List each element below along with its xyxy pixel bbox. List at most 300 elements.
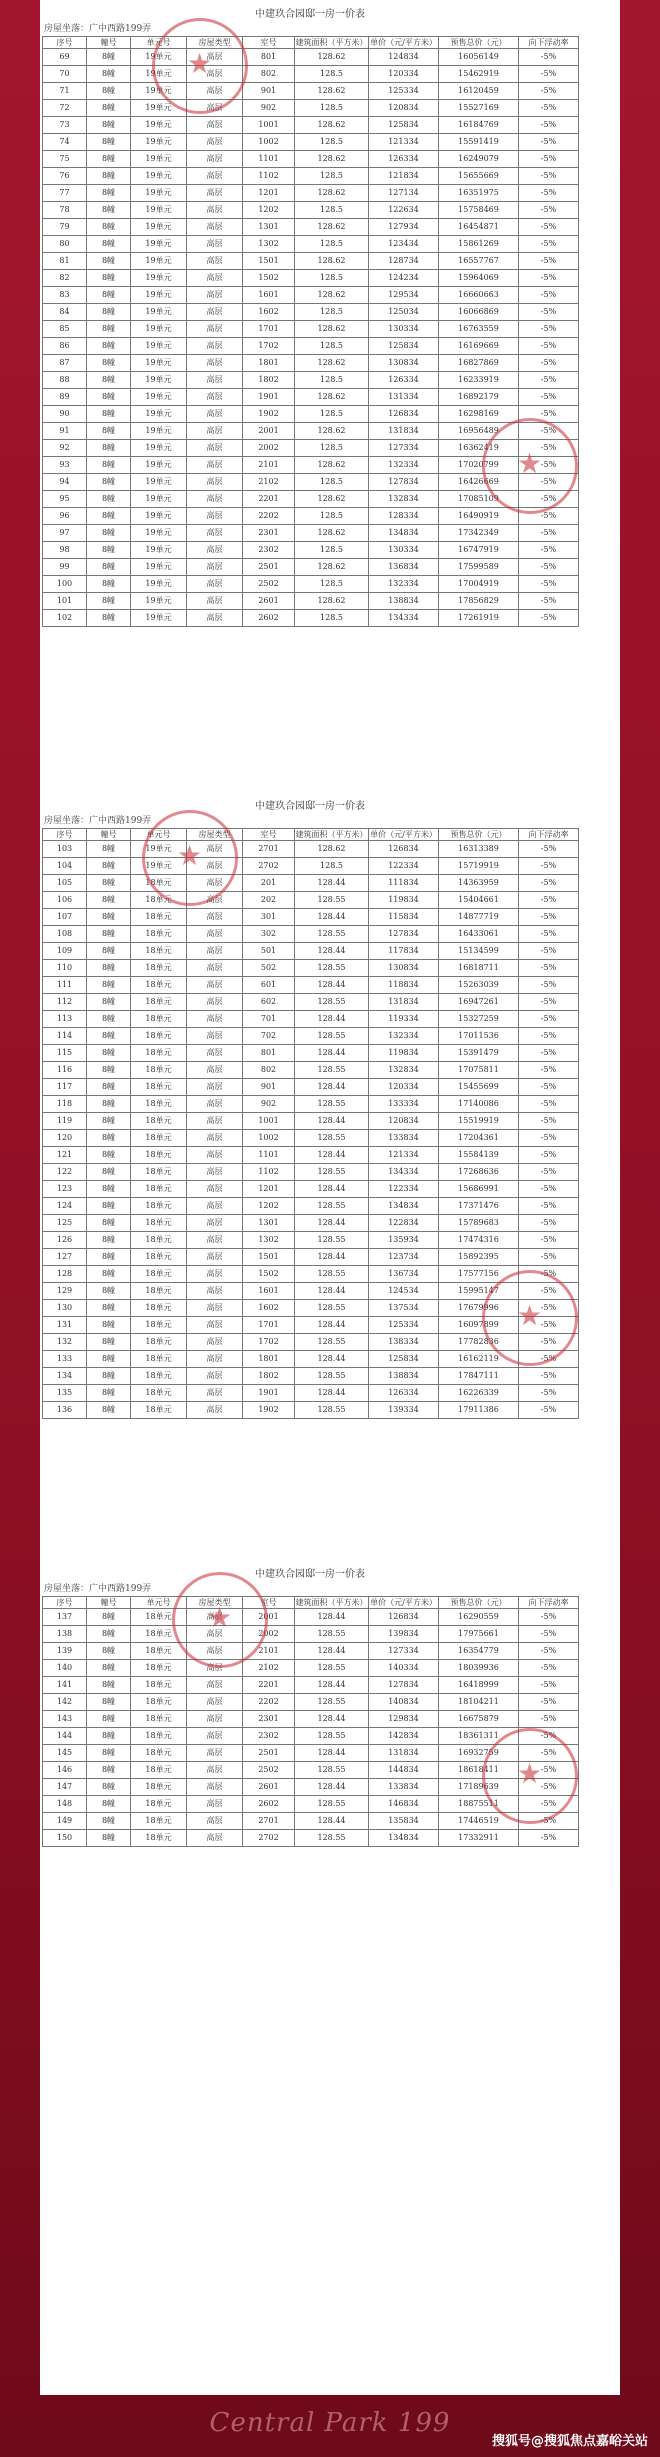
table-cell: 16932759 (439, 1745, 519, 1762)
table-cell: 123734 (369, 1249, 439, 1266)
table-cell: -5% (519, 1181, 579, 1198)
table-row (43, 508, 579, 525)
table-cell: 16675879 (439, 1711, 519, 1728)
table-cell: 8幢 (87, 134, 131, 151)
table-row (43, 321, 579, 338)
table-row (43, 236, 579, 253)
table-cell: -5% (519, 66, 579, 83)
table-cell: 8幢 (87, 508, 131, 525)
table-row (43, 1385, 579, 1402)
table-cell: 19单元 (131, 389, 187, 406)
table-cell: -5% (519, 1609, 579, 1626)
table-row (43, 1711, 579, 1728)
table-cell: 8幢 (87, 321, 131, 338)
table-cell: 19单元 (131, 49, 187, 66)
table-cell: 123 (43, 1181, 87, 1198)
table-cell: 114 (43, 1028, 87, 1045)
table-cell: 128.5 (295, 474, 369, 491)
table-cell: 17011536 (439, 1028, 519, 1045)
table-cell: 126334 (369, 1385, 439, 1402)
table-cell: 17679996 (439, 1300, 519, 1317)
table-cell: 128.62 (295, 423, 369, 440)
table-cell: 2601 (243, 593, 295, 610)
table-cell: 8幢 (87, 610, 131, 627)
table-cell: 高层 (187, 1181, 243, 1198)
column-header: 室号 (243, 1597, 295, 1609)
table-cell: 128.44 (295, 1283, 369, 1300)
table-cell: 128.44 (295, 1385, 369, 1402)
table-cell: 15758469 (439, 202, 519, 219)
table-cell: 110 (43, 960, 87, 977)
table-cell: -5% (519, 994, 579, 1011)
table-cell: 1102 (243, 1164, 295, 1181)
table-cell: 2201 (243, 491, 295, 508)
table-cell: -5% (519, 1796, 579, 1813)
table-cell: 1602 (243, 1300, 295, 1317)
table-cell: 18单元 (131, 1745, 187, 1762)
table-row (43, 858, 579, 875)
table-cell: 1301 (243, 219, 295, 236)
table-cell: 高层 (187, 1830, 243, 1847)
table-cell: 132334 (369, 457, 439, 474)
table-cell: 128.55 (295, 1368, 369, 1385)
table-cell: -5% (519, 338, 579, 355)
table-cell: 高层 (187, 236, 243, 253)
table-cell: 2502 (243, 576, 295, 593)
table-cell: 8幢 (87, 1096, 131, 1113)
table-cell: 19单元 (131, 525, 187, 542)
column-header: 室号 (243, 829, 295, 841)
table-cell: 117 (43, 1079, 87, 1096)
table-cell: 8幢 (87, 1728, 131, 1745)
table-cell: 18单元 (131, 1113, 187, 1130)
table-cell: 18单元 (131, 1796, 187, 1813)
table-row (43, 1402, 579, 1419)
table-cell: 18单元 (131, 1045, 187, 1062)
table-cell: 301 (243, 909, 295, 926)
table-cell: -5% (519, 1830, 579, 1847)
table-cell: 1801 (243, 1351, 295, 1368)
table-cell: 1601 (243, 1283, 295, 1300)
table-cell: 802 (243, 1062, 295, 1079)
table-cell: 高层 (187, 909, 243, 926)
table-cell: 19单元 (131, 287, 187, 304)
table-cell: 127134 (369, 185, 439, 202)
seal-stamp (152, 18, 248, 114)
table-cell: 129534 (369, 287, 439, 304)
table-cell: -5% (519, 1334, 579, 1351)
table-cell: 80 (43, 236, 87, 253)
table-cell: 8幢 (87, 1711, 131, 1728)
table-cell: 高层 (187, 355, 243, 372)
table-cell: 高层 (187, 1385, 243, 1402)
table-row (43, 304, 579, 321)
address: 房屋坐落：广中西路199弄 (44, 1584, 152, 1594)
table-cell: 高层 (187, 1317, 243, 1334)
table-cell: 144834 (369, 1762, 439, 1779)
table-cell: 18单元 (131, 1351, 187, 1368)
table-cell: 高层 (187, 321, 243, 338)
table-cell: 8幢 (87, 1779, 131, 1796)
table-cell: 117834 (369, 943, 439, 960)
table-cell: 17020799 (439, 457, 519, 474)
table-row (43, 1198, 579, 1215)
table-cell: 2701 (243, 1813, 295, 1830)
table-row (43, 1368, 579, 1385)
table-row (43, 593, 579, 610)
table-cell: 149 (43, 1813, 87, 1830)
table-cell: 2302 (243, 1728, 295, 1745)
table-cell: 高层 (187, 1813, 243, 1830)
table-cell: 18单元 (131, 1147, 187, 1164)
table-cell: 1501 (243, 1249, 295, 1266)
table-cell: -5% (519, 253, 579, 270)
table-cell: 2002 (243, 440, 295, 457)
table-cell: 302 (243, 926, 295, 943)
column-header: 房屋类型 (187, 829, 243, 841)
table-cell: 高层 (187, 926, 243, 943)
table-row (43, 1079, 579, 1096)
table-cell: 18单元 (131, 1334, 187, 1351)
table-cell: 2302 (243, 542, 295, 559)
table-cell: 17004919 (439, 576, 519, 593)
table-cell: 高层 (187, 1300, 243, 1317)
table-cell: 高层 (187, 1198, 243, 1215)
table-cell: 1601 (243, 287, 295, 304)
table-cell: 126 (43, 1232, 87, 1249)
table-cell: 124 (43, 1198, 87, 1215)
table-cell: 19单元 (131, 270, 187, 287)
table-cell: 144 (43, 1728, 87, 1745)
column-header: 预售总价（元） (439, 1597, 519, 1609)
column-header: 单元号 (131, 37, 187, 49)
table-cell: 15719919 (439, 858, 519, 875)
table-cell: 128.5 (295, 508, 369, 525)
table-cell: -5% (519, 1266, 579, 1283)
table-cell: 17332911 (439, 1830, 519, 1847)
table-cell: 19单元 (131, 559, 187, 576)
table-cell: 128.55 (295, 994, 369, 1011)
table-cell: 133 (43, 1351, 87, 1368)
table-cell: -5% (519, 1368, 579, 1385)
table-cell: 18875511 (439, 1796, 519, 1813)
table-cell: 8幢 (87, 1164, 131, 1181)
table-cell: 128.55 (295, 1028, 369, 1045)
table-cell: 高层 (187, 1164, 243, 1181)
table-cell: 17189639 (439, 1779, 519, 1796)
table-cell: 100 (43, 576, 87, 593)
table-cell: 高层 (187, 960, 243, 977)
table-cell: 127834 (369, 926, 439, 943)
table-cell: 139334 (369, 1402, 439, 1419)
table-cell: 18单元 (131, 1283, 187, 1300)
table-cell: 18单元 (131, 1779, 187, 1796)
table-cell: 8幢 (87, 960, 131, 977)
table-cell: 8幢 (87, 1283, 131, 1300)
table-cell: 128.62 (295, 389, 369, 406)
table-cell: 15134599 (439, 943, 519, 960)
table-row (43, 1130, 579, 1147)
table-cell: 128.5 (295, 610, 369, 627)
table-cell: 128.55 (295, 1694, 369, 1711)
table-cell: 105 (43, 875, 87, 892)
table-cell: -5% (519, 909, 579, 926)
table-cell: 125334 (369, 83, 439, 100)
table-cell: 16184769 (439, 117, 519, 134)
table-cell: 99 (43, 559, 87, 576)
table-cell: -5% (519, 83, 579, 100)
table-cell: 2001 (243, 423, 295, 440)
table-cell: 127834 (369, 1677, 439, 1694)
table-cell: 131834 (369, 994, 439, 1011)
table-cell: 高层 (187, 892, 243, 909)
table-cell: 120334 (369, 66, 439, 83)
table-cell: 133834 (369, 1130, 439, 1147)
table-cell: 17085109 (439, 491, 519, 508)
table-cell: 8幢 (87, 1813, 131, 1830)
table-row (43, 1266, 579, 1283)
table-cell: 8幢 (87, 185, 131, 202)
table-cell: 高层 (187, 100, 243, 117)
table-cell: 8幢 (87, 1062, 131, 1079)
table-cell: 16747919 (439, 542, 519, 559)
table-cell: 8幢 (87, 1317, 131, 1334)
table-cell: 1802 (243, 1368, 295, 1385)
table-cell: 138 (43, 1626, 87, 1643)
table-cell: 19单元 (131, 185, 187, 202)
table-row (43, 1232, 579, 1249)
table-row (43, 1626, 579, 1643)
table-cell: 8幢 (87, 1232, 131, 1249)
table-cell: 2702 (243, 858, 295, 875)
table-cell: 142 (43, 1694, 87, 1711)
table-cell: 8幢 (87, 1300, 131, 1317)
table-cell: 127 (43, 1249, 87, 1266)
table-cell: 128.62 (295, 151, 369, 168)
table-cell: 8幢 (87, 440, 131, 457)
table-cell: 106 (43, 892, 87, 909)
table-cell: 8幢 (87, 355, 131, 372)
table-cell: 8幢 (87, 994, 131, 1011)
table-cell: 19单元 (131, 219, 187, 236)
table-cell: 高层 (187, 1011, 243, 1028)
table-cell: -5% (519, 134, 579, 151)
table-cell: 19单元 (131, 508, 187, 525)
table-row (43, 134, 579, 151)
table-cell: 高层 (187, 1334, 243, 1351)
table-cell: 129 (43, 1283, 87, 1300)
table-cell: 18单元 (131, 1198, 187, 1215)
table-cell: 125834 (369, 1351, 439, 1368)
table-cell: 8幢 (87, 151, 131, 168)
table-cell: 128.44 (295, 1079, 369, 1096)
table-cell: -5% (519, 270, 579, 287)
table-cell: 801 (243, 49, 295, 66)
table-cell: 高层 (187, 1626, 243, 1643)
table-cell: 1502 (243, 1266, 295, 1283)
table-row (43, 841, 579, 858)
table-cell: 高层 (187, 593, 243, 610)
table-cell: 8幢 (87, 1660, 131, 1677)
table-cell: 124834 (369, 49, 439, 66)
table-cell: 1701 (243, 1317, 295, 1334)
table-cell: 701 (243, 1011, 295, 1028)
table-cell: 16249079 (439, 151, 519, 168)
table-row (43, 83, 579, 100)
table-cell: 1201 (243, 185, 295, 202)
table-cell: -5% (519, 1079, 579, 1096)
table-cell: 134834 (369, 1198, 439, 1215)
table-cell: 16763559 (439, 321, 519, 338)
table-cell: 8幢 (87, 1626, 131, 1643)
table-cell: 17342349 (439, 525, 519, 542)
table-cell: 18单元 (131, 875, 187, 892)
table-cell: 139834 (369, 1626, 439, 1643)
table-row (43, 875, 579, 892)
table-cell: 128.62 (295, 219, 369, 236)
column-header: 单价（元/平方米） (370, 830, 437, 839)
table-cell: 16066869 (439, 304, 519, 321)
table-cell: 122834 (369, 1215, 439, 1232)
table-cell: 102 (43, 610, 87, 627)
table-cell: 18单元 (131, 1181, 187, 1198)
table-cell: 128.62 (295, 253, 369, 270)
table-cell: 15892395 (439, 1249, 519, 1266)
table-cell: 19单元 (131, 423, 187, 440)
table-cell: 高层 (187, 491, 243, 508)
table-cell: 8幢 (87, 1181, 131, 1198)
table-cell: 128.55 (295, 926, 369, 943)
table-cell: 高层 (187, 559, 243, 576)
table-cell: 128.44 (295, 1813, 369, 1830)
table-cell: 95 (43, 491, 87, 508)
table-cell: 16490919 (439, 508, 519, 525)
table-cell: 18618411 (439, 1762, 519, 1779)
table-cell: 147 (43, 1779, 87, 1796)
table-cell: 高层 (187, 406, 243, 423)
table-cell: 高层 (187, 858, 243, 875)
table-cell: 18单元 (131, 892, 187, 909)
table-cell: 131 (43, 1317, 87, 1334)
table-cell: 83 (43, 287, 87, 304)
table-cell: 19单元 (131, 83, 187, 100)
table-cell: 1001 (243, 1113, 295, 1130)
table-cell: 501 (243, 943, 295, 960)
table-cell: -5% (519, 117, 579, 134)
table-cell: 801 (243, 1045, 295, 1062)
table-cell: 89 (43, 389, 87, 406)
table-cell: 8幢 (87, 168, 131, 185)
table-cell: 19单元 (131, 610, 187, 627)
table-cell: 128.44 (295, 1113, 369, 1130)
table-cell: 124234 (369, 270, 439, 287)
table-cell: -5% (519, 1130, 579, 1147)
table-cell: 131334 (369, 389, 439, 406)
table-cell: 79 (43, 219, 87, 236)
table-cell: 128.55 (295, 1198, 369, 1215)
table-cell: 119834 (369, 892, 439, 909)
table-cell: 19单元 (131, 355, 187, 372)
table-cell: 8幢 (87, 423, 131, 440)
table-cell: 2101 (243, 457, 295, 474)
table-cell: 19单元 (131, 202, 187, 219)
table-cell: 8幢 (87, 1113, 131, 1130)
table-cell: 19单元 (131, 117, 187, 134)
table-cell: -5% (519, 219, 579, 236)
table-cell: 1302 (243, 1232, 295, 1249)
table-cell: 15455699 (439, 1079, 519, 1096)
sheet-title: 中建玖合园邸一房一价表 (255, 801, 365, 812)
table-cell: 1702 (243, 1334, 295, 1351)
table-cell: -5% (519, 321, 579, 338)
table-cell: 1901 (243, 389, 295, 406)
table-cell: 128.5 (295, 66, 369, 83)
table-cell: 19单元 (131, 338, 187, 355)
table-cell: 128.62 (295, 321, 369, 338)
table-cell: 2701 (243, 841, 295, 858)
seal-stamp (482, 1270, 578, 1366)
table-cell: 17075811 (439, 1062, 519, 1079)
table-cell: 18单元 (131, 1368, 187, 1385)
table-cell: 2202 (243, 508, 295, 525)
table-cell: -5% (519, 491, 579, 508)
table-cell: -5% (519, 168, 579, 185)
table-cell: -5% (519, 202, 579, 219)
table-cell: 128.55 (295, 1626, 369, 1643)
table-row (43, 253, 579, 270)
table-cell: 16454871 (439, 219, 519, 236)
table-cell: 17371476 (439, 1198, 519, 1215)
table-cell: 101 (43, 593, 87, 610)
table-cell: -5% (519, 1660, 579, 1677)
table-cell: 132834 (369, 491, 439, 508)
table-cell: 18单元 (131, 1079, 187, 1096)
table-cell: 高层 (187, 542, 243, 559)
column-header: 向下浮动率 (519, 829, 579, 841)
table-cell: 8幢 (87, 117, 131, 134)
table-cell: 118834 (369, 977, 439, 994)
table-cell: 136734 (369, 1266, 439, 1283)
table-cell: 8幢 (87, 525, 131, 542)
table-cell: 71 (43, 83, 87, 100)
table-cell: 112 (43, 994, 87, 1011)
table-cell: 119 (43, 1113, 87, 1130)
table-cell: -5% (519, 875, 579, 892)
table-cell: 19单元 (131, 474, 187, 491)
table-cell: 15591419 (439, 134, 519, 151)
table-cell: 113 (43, 1011, 87, 1028)
table-cell: 2102 (243, 1660, 295, 1677)
table-cell: 138334 (369, 1334, 439, 1351)
table-cell: 16354779 (439, 1643, 519, 1660)
table-cell: 15263039 (439, 977, 519, 994)
table-cell: 135 (43, 1385, 87, 1402)
table-cell: 128.62 (295, 49, 369, 66)
table-cell: 127834 (369, 474, 439, 491)
table-cell: 8幢 (87, 943, 131, 960)
table-cell: 135934 (369, 1232, 439, 1249)
table-cell: -5% (519, 100, 579, 117)
table-row (43, 909, 579, 926)
table-cell: 高层 (187, 304, 243, 321)
table-cell: 16818711 (439, 960, 519, 977)
table-cell: 1501 (243, 253, 295, 270)
table-cell: 17446519 (439, 1813, 519, 1830)
address: 房屋坐落：广中西路199弄 (44, 816, 152, 826)
table-cell: 902 (243, 100, 295, 117)
table-cell: 90 (43, 406, 87, 423)
table-cell: 150 (43, 1830, 87, 1847)
